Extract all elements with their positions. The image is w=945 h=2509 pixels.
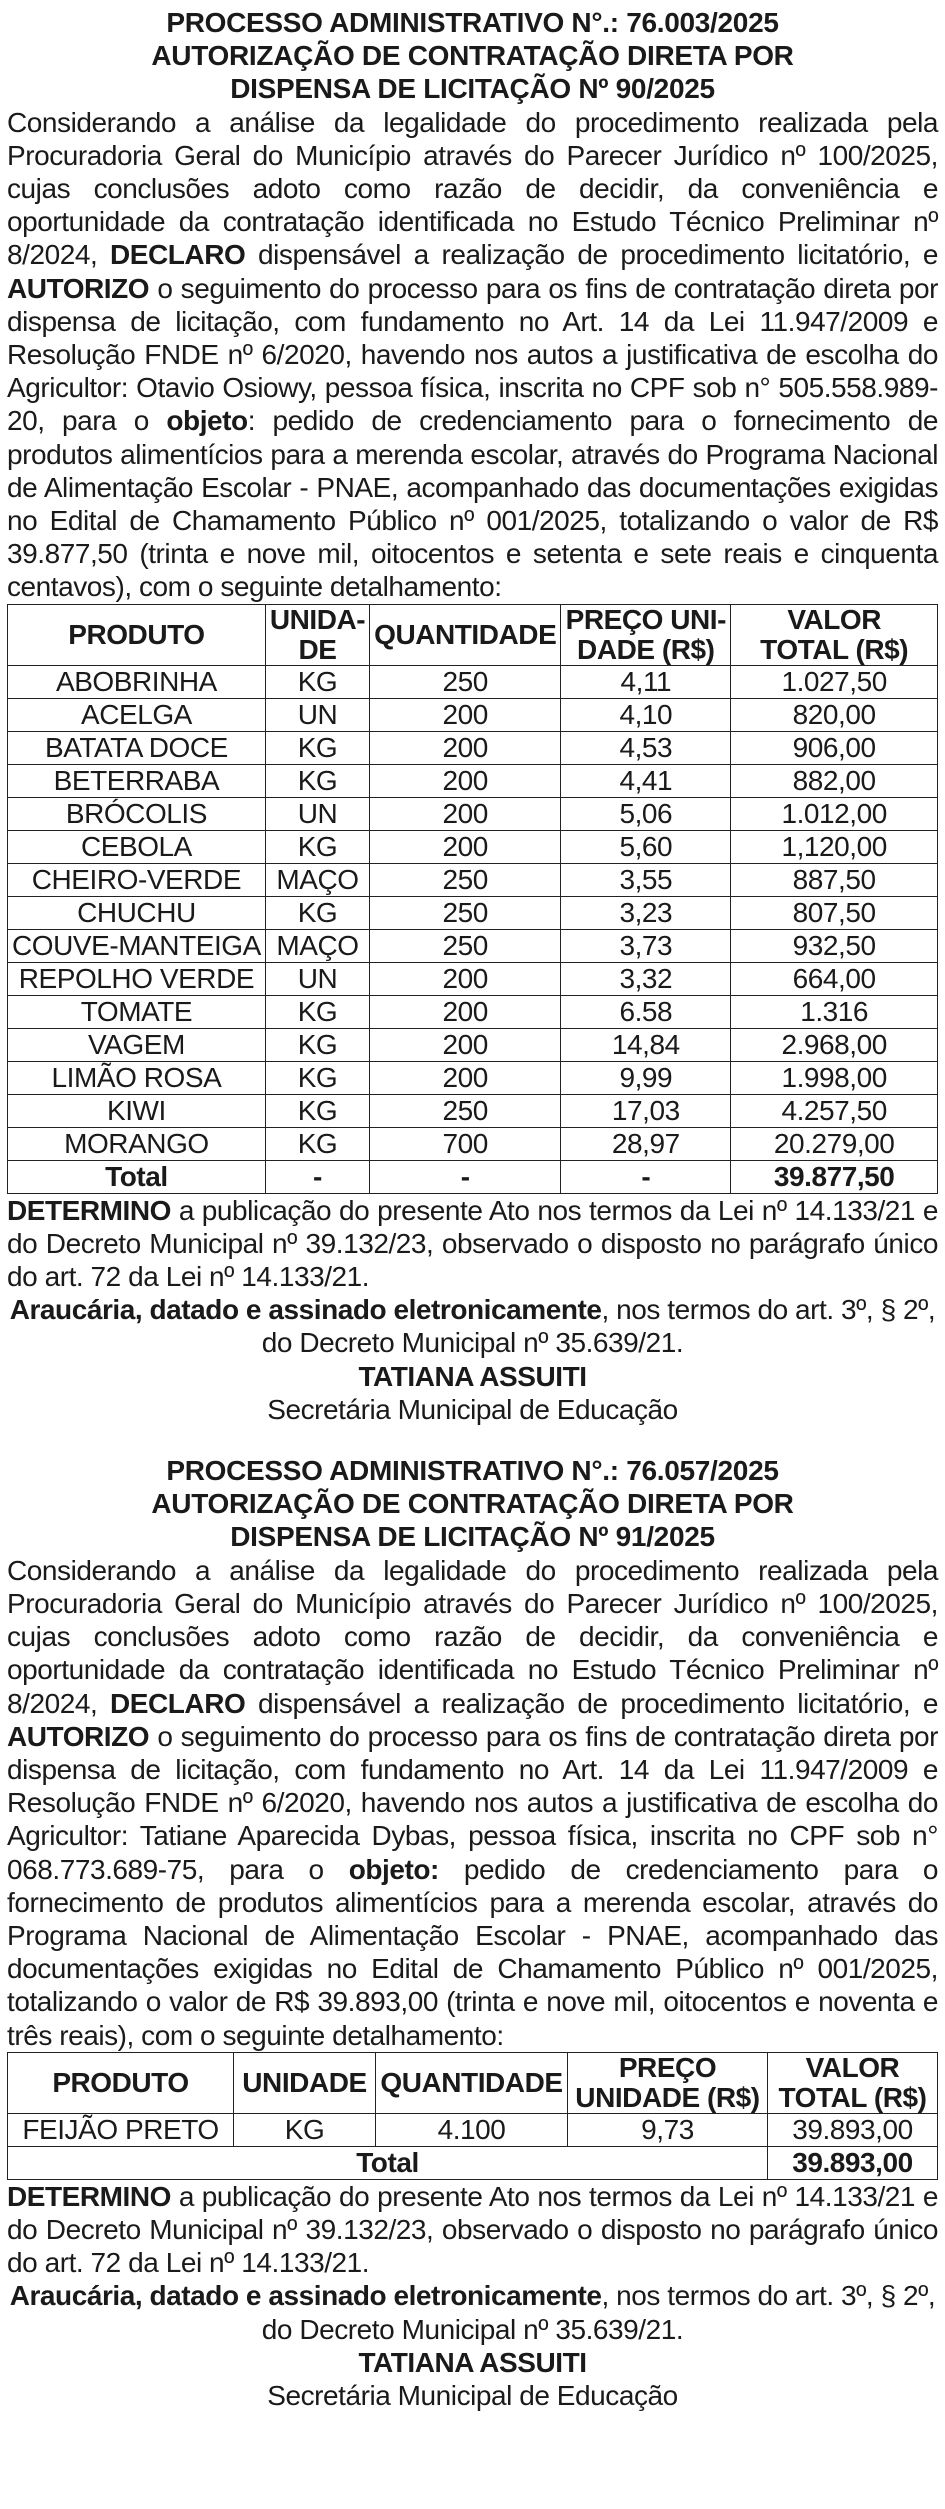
dispensation-title: DISPENSA DE LICITAÇÃO Nº 90/2025 <box>230 73 715 105</box>
cell-unit: KG <box>265 764 369 797</box>
process-number-title: PROCESSO ADMINISTRATIVO N°.: 76.057/2025 <box>166 1455 779 1487</box>
cell-quantity: 200 <box>370 731 561 764</box>
products-table <box>7 2052 938 2180</box>
header-unit: UNIDADE <box>234 2052 376 2113</box>
table-row <box>8 764 938 797</box>
table-total-row <box>8 1160 938 1193</box>
cell-unit: KG <box>265 896 369 929</box>
cell-product: FEIJÃO PRETO <box>8 2113 234 2146</box>
products-table <box>7 604 938 1194</box>
paragraph-text: Considerando a análise da legalidade do procedimento realizada pela Procuradoria Geral do Município através do Parecer Jurídico nº 100/2025, cujas conclusões adoto como razão de decidir, da conveniência e oportunidade da contratação identificada no Estudo Técnico Preliminar nº 8/2024, <box>7 1554 938 1719</box>
cell-product: TOMATE <box>8 995 266 1028</box>
cell-quantity: 200 <box>370 830 561 863</box>
cell-total-value: 1,120,00 <box>731 830 938 863</box>
signature-legal-basis: , nos termos do art. 3º, § 2º, do Decreto Municipal nº 35.639/21. <box>261 1294 936 1359</box>
cell-product: MORANGO <box>8 1127 266 1160</box>
paragraph-text: dispensável a realização de procedimento licitatório, e <box>245 239 938 271</box>
cell-total-value: 906,00 <box>731 731 938 764</box>
total-label: Total <box>8 2146 768 2179</box>
cell-product: REPOLHO VERDE <box>8 962 266 995</box>
cell-product: BETERRABA <box>8 764 266 797</box>
paragraph-text: : pedido de credenciamento para o fornecimento de produtos alimentícios para a merenda escolar, através do Programa Nacional de Alimentação Escolar - PNAE, acompanhado das documentações exigidas no Edital de Chamamento Público nº 001/2025, totalizando o valor de R$ 39.877,50 (trinta e nove mil, oitocentos e setenta e sete reais e cinquenta centavos), com o seguinte detalhamento: <box>7 405 938 603</box>
authorization-title: AUTORIZAÇÃO DE CONTRATAÇÃO DIRETA POR <box>151 40 794 72</box>
cell-total-value: 664,00 <box>731 962 938 995</box>
table-total-row <box>8 2146 938 2179</box>
document-2 <box>7 1454 938 2412</box>
cell-product: KIWI <box>8 1094 266 1127</box>
cell-quantity: 4.100 <box>376 2113 568 2146</box>
total-label: Total <box>8 1160 266 1193</box>
cell-unit: KG <box>265 1028 369 1061</box>
cell-unit-price: 6.58 <box>561 995 731 1028</box>
cell-product: CHEIRO-VERDE <box>8 863 266 896</box>
considering-paragraph <box>7 106 938 604</box>
cell-total-value: 39.893,00 <box>768 2113 938 2146</box>
cell-unit-price: 17,03 <box>561 1094 731 1127</box>
cell-unit: UN <box>265 698 369 731</box>
dispensation-title: DISPENSA DE LICITAÇÃO Nº 91/2025 <box>230 1521 715 1553</box>
cell-unit: KG <box>265 1094 369 1127</box>
cell-unit: MAÇO <box>265 863 369 896</box>
cell-total-value: 1.012,00 <box>731 797 938 830</box>
signature-location-line <box>7 2279 938 2345</box>
table-row <box>8 896 938 929</box>
signer-role: Secretária Municipal de Educação <box>267 2379 678 2411</box>
header-product: PRODUTO <box>8 604 266 665</box>
cell-quantity: 250 <box>370 863 561 896</box>
table-row <box>8 995 938 1028</box>
considering-paragraph <box>7 1554 938 2052</box>
cell-total-value: 932,50 <box>731 929 938 962</box>
cell-unit-price: 5,06 <box>561 797 731 830</box>
cell-quantity: 200 <box>370 995 561 1028</box>
cell-quantity: 250 <box>370 929 561 962</box>
cell-product: ACELGA <box>8 698 266 731</box>
cell-product: BATATA DOCE <box>8 731 266 764</box>
cell-unit: KG <box>265 995 369 1028</box>
determino-keyword: DETERMINO <box>7 2180 171 2212</box>
cell-unit: KG <box>265 1127 369 1160</box>
cell-unit: KG <box>265 665 369 698</box>
total-value: 39.893,00 <box>768 2146 938 2179</box>
cell-unit-price: 28,97 <box>561 1127 731 1160</box>
cell-total-value: 820,00 <box>731 698 938 731</box>
total-unit: - <box>265 1160 369 1193</box>
cell-unit-price: 14,84 <box>561 1028 731 1061</box>
table-row <box>8 665 938 698</box>
autorizo-keyword: AUTORIZO <box>7 272 150 304</box>
cell-unit-price: 4,11 <box>561 665 731 698</box>
header-total-value: VALOR TOTAL (R$) <box>768 2052 938 2113</box>
cell-total-value: 1.027,50 <box>731 665 938 698</box>
cell-product: CHUCHU <box>8 896 266 929</box>
signer-name: TATIANA ASSUITI <box>358 1360 587 1392</box>
cell-product: CEBOLA <box>8 830 266 863</box>
paragraph-text: dispensável a realização de procedimento licitatório, e <box>245 1687 938 1719</box>
cell-unit-price: 3,32 <box>561 962 731 995</box>
paragraph-text: o seguimento do processo para os fins de contratação direta por dispensa de licitação, com fundamento no Art. 14 da Lei 11.947/2009 e Resolução FNDE nº 6/2020, havendo nos autos a justificativa de escolha do Agricultor: Tatiane Aparecida Dybas, pessoa física, inscrita no CPF sob n° 068.773.689-75, para o <box>7 1720 938 1885</box>
table-header-row <box>8 604 938 665</box>
cell-quantity: 200 <box>370 797 561 830</box>
determino-text: a publicação do presente Ato nos termos da Lei nº 14.133/21 e do Decreto Municipal nº 39.132/23, observado o disposto no parágrafo único do art. 72 da Lei nº 14.133/21. <box>7 1194 938 1293</box>
objeto-keyword: objeto <box>166 405 248 437</box>
signature-place-date: Araucária, datado e assinado eletronicamente <box>9 2280 602 2312</box>
cell-total-value: 887,50 <box>731 863 938 896</box>
cell-product: LIMÃO ROSA <box>8 1061 266 1094</box>
cell-total-value: 1.316 <box>731 995 938 1028</box>
table-row <box>8 2113 938 2146</box>
cell-total-value: 2.968,00 <box>731 1028 938 1061</box>
cell-unit: UN <box>265 962 369 995</box>
table-row <box>8 797 938 830</box>
signature-location-line <box>7 1293 938 1359</box>
signature-place-date: Araucária, datado e assinado eletronicamente <box>9 1294 602 1326</box>
cell-quantity: 200 <box>370 962 561 995</box>
authorization-title: AUTORIZAÇÃO DE CONTRATAÇÃO DIRETA POR <box>151 1488 794 1520</box>
paragraph-text: pedido de credenciamento para o fornecimento de produtos alimentícios para a merenda escolar, através do Programa Nacional de Alimentação Escolar - PNAE, acompanhado das documentações exigidas no Edital de Chamamento Público nº 001/2025, totalizando o valor de R$ 39.893,00 (trinta e nove mil, oitocentos e noventa e três reais), com o seguinte detalhamento: <box>7 1853 938 2051</box>
cell-unit-price: 4,10 <box>561 698 731 731</box>
header-unit-price: PREÇO UNIDADE (R$) <box>568 2052 768 2113</box>
cell-quantity: 250 <box>370 1094 561 1127</box>
cell-quantity: 250 <box>370 896 561 929</box>
section-divider <box>7 1426 938 1454</box>
cell-total-value: 807,50 <box>731 896 938 929</box>
objeto-keyword: objeto: <box>348 1853 439 1885</box>
signer-name: TATIANA ASSUITI <box>358 2346 587 2378</box>
total-value: 39.877,50 <box>731 1160 938 1193</box>
cell-unit: KG <box>234 2113 376 2146</box>
table-row <box>8 962 938 995</box>
cell-total-value: 4.257,50 <box>731 1094 938 1127</box>
cell-product: COUVE-MANTEIGA <box>8 929 266 962</box>
signature-legal-basis: , nos termos do art. 3º, § 2º, do Decreto Municipal nº 35.639/21. <box>261 2280 936 2345</box>
cell-unit-price: 9,73 <box>568 2113 768 2146</box>
cell-quantity: 700 <box>370 1127 561 1160</box>
cell-unit-price: 4,41 <box>561 764 731 797</box>
cell-unit-price: 5,60 <box>561 830 731 863</box>
header-unit-price: PREÇO UNI- DADE (R$) <box>561 604 731 665</box>
determino-paragraph <box>7 1194 938 1294</box>
table-row <box>8 830 938 863</box>
total-quantity: - <box>370 1160 561 1193</box>
cell-total-value: 1.998,00 <box>731 1061 938 1094</box>
cell-product: ABOBRINHA <box>8 665 266 698</box>
table-row <box>8 731 938 764</box>
document-1 <box>7 6 938 1426</box>
paragraph-text: Considerando a análise da legalidade do procedimento realizada pela Procuradoria Geral do Município através do Parecer Jurídico nº 100/2025, cujas conclusões adoto como razão de decidir, da conveniência e oportunidade da contratação identificada no Estudo Técnico Preliminar nº 8/2024, <box>7 106 938 271</box>
cell-total-value: 20.279,00 <box>731 1127 938 1160</box>
paragraph-text: o seguimento do processo para os fins de contratação direta por dispensa de licitação, com fundamento no Art. 14 da Lei 11.947/2009 e Resolução FNDE nº 6/2020, havendo nos autos a justificativa de escolha do Agricultor: Otavio Osiowy, pessoa física, inscrita no CPF sob n° 505.558.989-20, para o <box>7 272 938 437</box>
cell-quantity: 200 <box>370 698 561 731</box>
header-quantity: QUANTIDADE <box>370 604 561 665</box>
header-quantity: QUANTIDADE <box>376 2052 568 2113</box>
cell-quantity: 200 <box>370 764 561 797</box>
table-row <box>8 1094 938 1127</box>
cell-quantity: 200 <box>370 1061 561 1094</box>
cell-unit: KG <box>265 830 369 863</box>
table-header-row <box>8 2052 938 2113</box>
table-row <box>8 1028 938 1061</box>
table-row <box>8 1127 938 1160</box>
cell-unit-price: 3,55 <box>561 863 731 896</box>
header-total-value: VALOR TOTAL (R$) <box>731 604 938 665</box>
cell-unit: KG <box>265 1061 369 1094</box>
declaro-keyword: DECLARO <box>110 239 246 271</box>
declaro-keyword: DECLARO <box>110 1687 246 1719</box>
header-product: PRODUTO <box>8 2052 234 2113</box>
header-unit: UNIDA- DE <box>265 604 369 665</box>
determino-paragraph <box>7 2180 938 2280</box>
cell-product: BRÓCOLIS <box>8 797 266 830</box>
table-row <box>8 698 938 731</box>
cell-quantity: 250 <box>370 665 561 698</box>
cell-quantity: 200 <box>370 1028 561 1061</box>
process-number-title: PROCESSO ADMINISTRATIVO N°.: 76.003/2025 <box>166 7 779 38</box>
cell-unit: MAÇO <box>265 929 369 962</box>
cell-unit-price: 9,99 <box>561 1061 731 1094</box>
table-row <box>8 929 938 962</box>
total-unit-price: - <box>561 1160 731 1193</box>
cell-unit-price: 3,73 <box>561 929 731 962</box>
cell-unit-price: 3,23 <box>561 896 731 929</box>
table-row <box>8 1061 938 1094</box>
cell-unit: UN <box>265 797 369 830</box>
cell-unit-price: 4,53 <box>561 731 731 764</box>
cell-product: VAGEM <box>8 1028 266 1061</box>
cell-total-value: 882,00 <box>731 764 938 797</box>
cell-unit: KG <box>265 731 369 764</box>
table-row <box>8 863 938 896</box>
autorizo-keyword: AUTORIZO <box>7 1720 150 1752</box>
determino-text: a publicação do presente Ato nos termos da Lei nº 14.133/21 e do Decreto Municipal nº 39.132/23, observado o disposto no parágrafo único do art. 72 da Lei nº 14.133/21. <box>7 2180 938 2279</box>
signer-role: Secretária Municipal de Educação <box>267 1393 678 1425</box>
determino-keyword: DETERMINO <box>7 1194 171 1226</box>
